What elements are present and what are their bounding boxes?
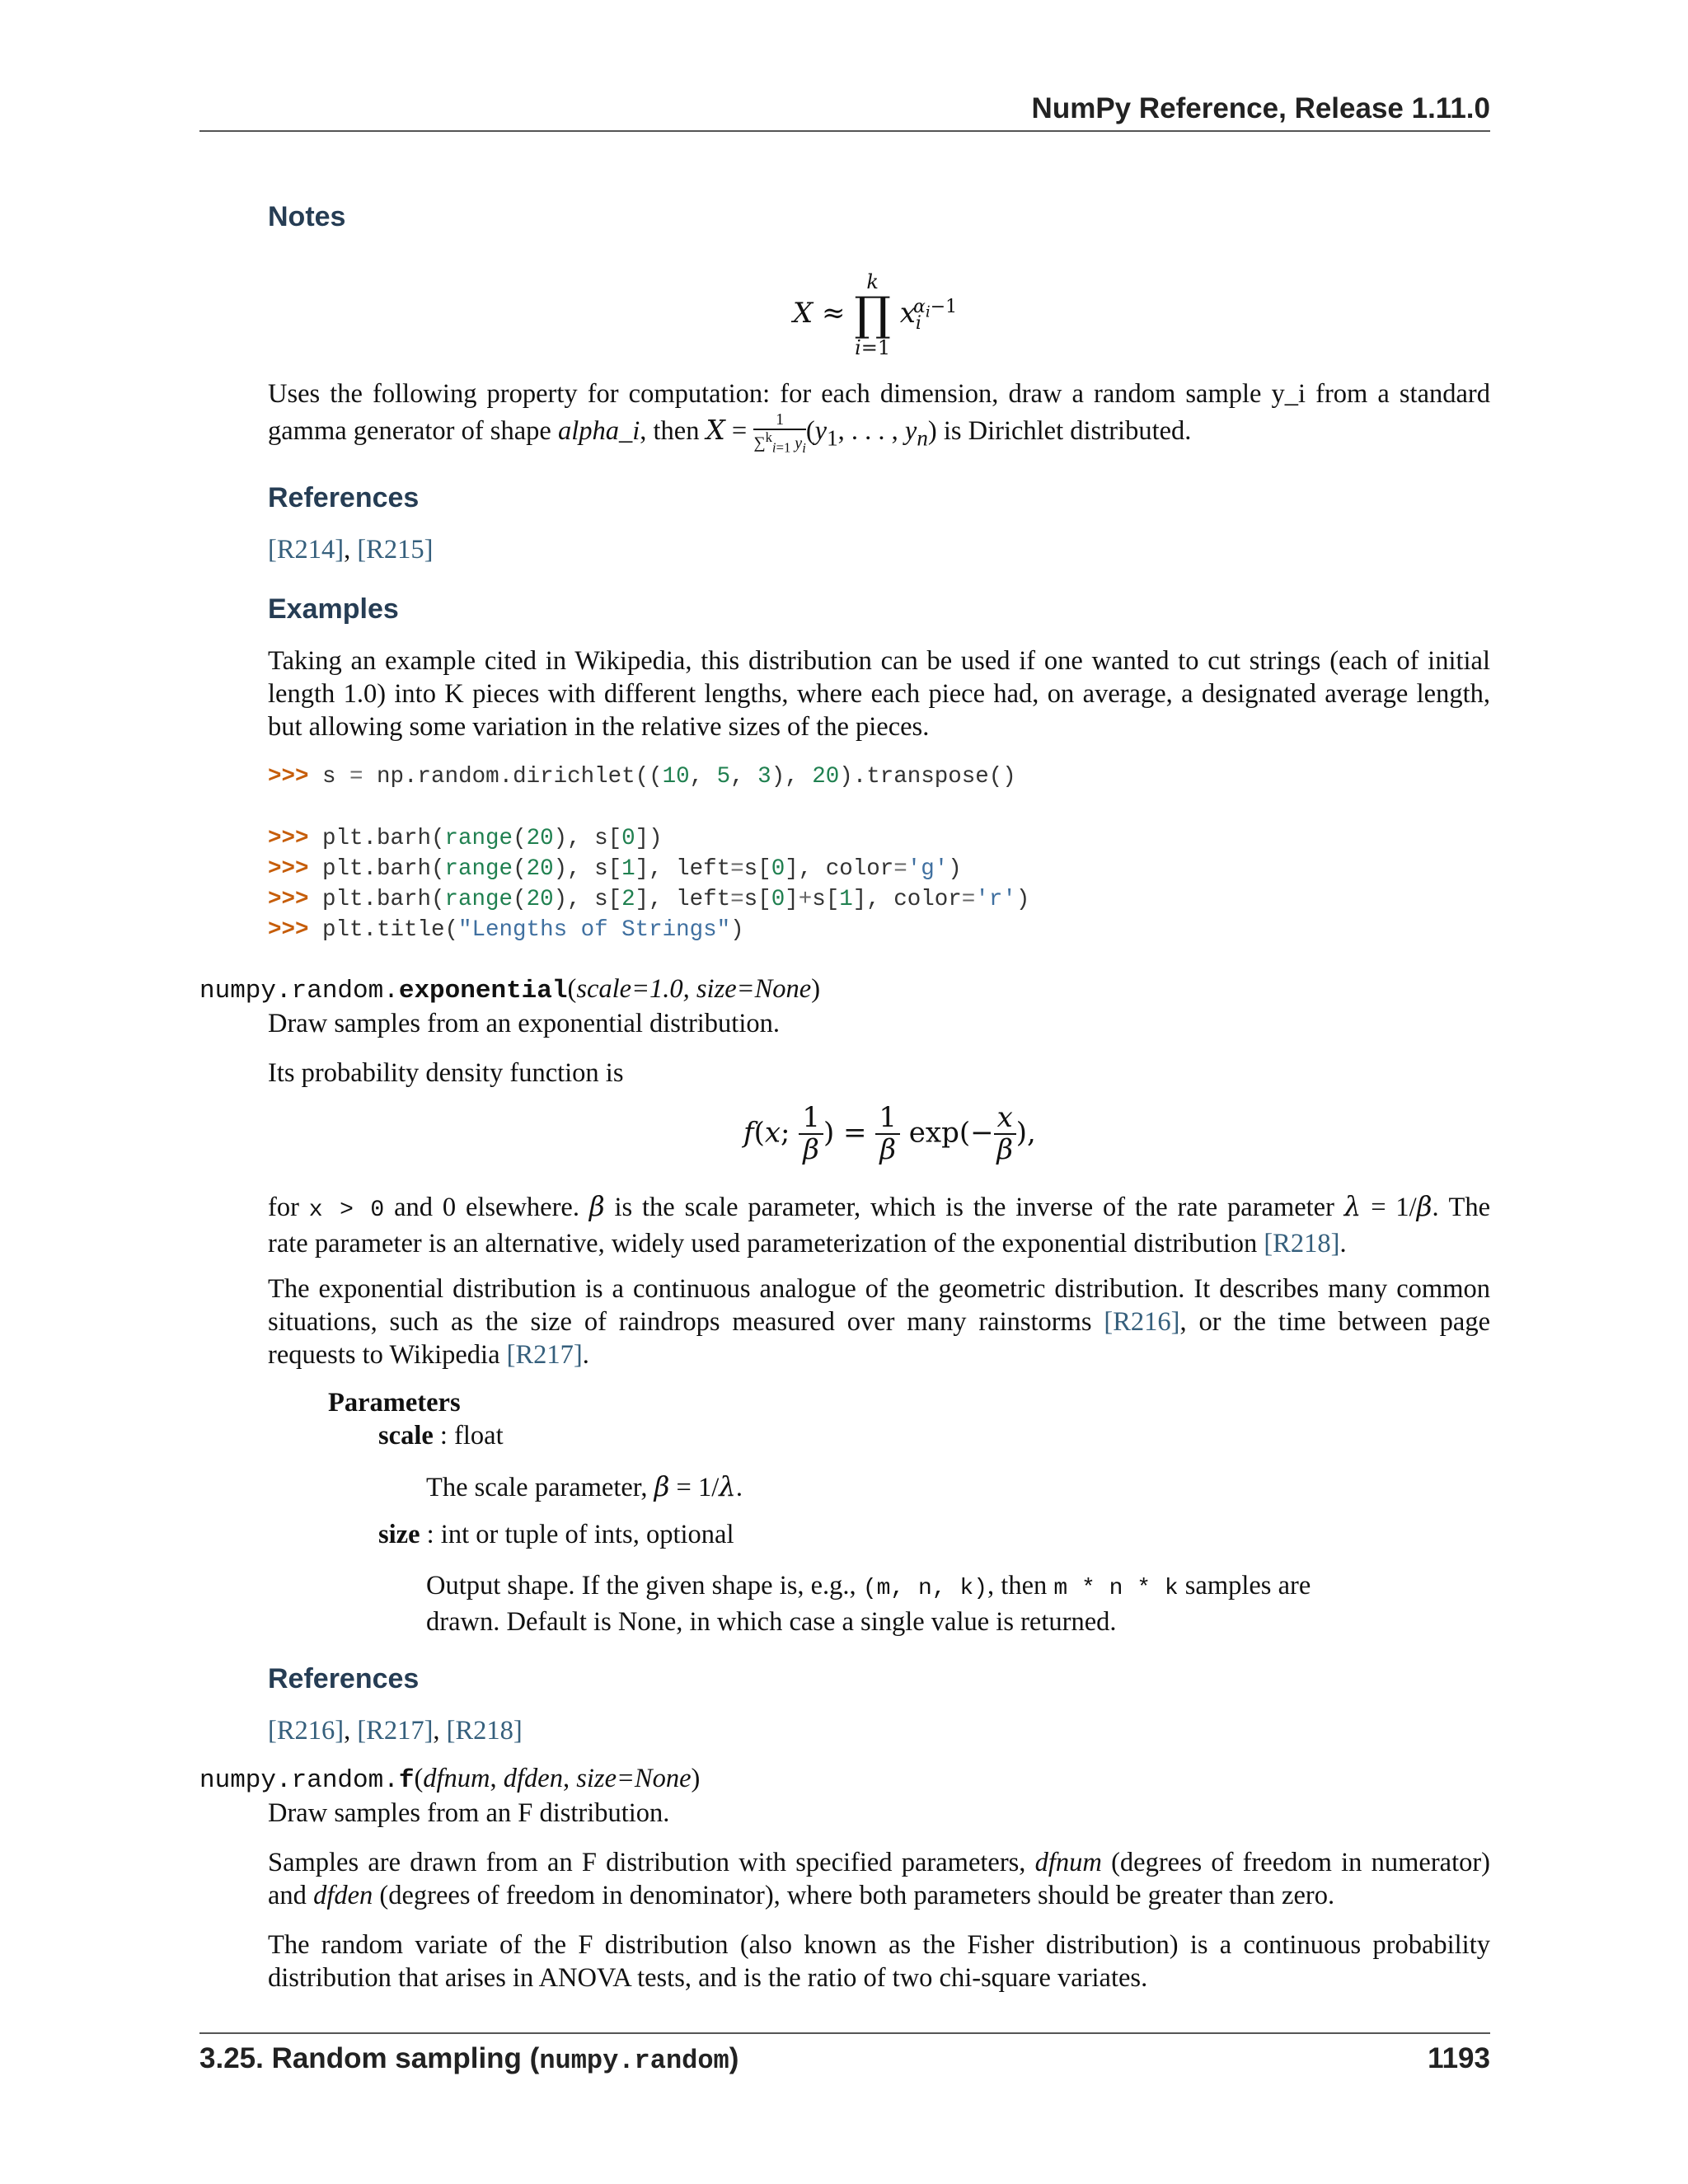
ref-link[interactable]: [R217] xyxy=(357,1716,434,1746)
footer-section: 3.25. Random sampling (numpy.random) xyxy=(199,2042,739,2076)
references-heading: References xyxy=(268,1663,420,1694)
running-header: NumPy Reference, Release 1.11.0 xyxy=(1031,92,1490,124)
exponential-summary: Draw samples from an exponential distribution. xyxy=(268,1009,780,1038)
param-size-desc: Output shape. If the given shape is, e.g., (m, n, k), then m * n * k samples are drawn. Default is None, in which case a single value is returned. xyxy=(426,1571,1311,1637)
ref-link[interactable]: [R218] xyxy=(1264,1229,1340,1258)
notes-paragraph xyxy=(268,377,1490,456)
dirichlet-equation: X ≈ k ∏ i=1 $x_i^{\alpha_i-1}$ xyxy=(793,270,958,359)
pdf-equation: f(x; $\frac{1}{\beta}$ ) = $\frac{1}{\beta}$ exp(− $\frac{x}{\beta}$ ), xyxy=(743,1101,1036,1167)
f-summary: Draw samples from an F distribution. xyxy=(268,1798,670,1828)
param-size: size : int or tuple of ints, optional xyxy=(378,1520,734,1549)
parameters-heading: Parameters xyxy=(328,1388,461,1418)
notes-line-1: Uses the following property for computation: for each dimension, draw a random sample y_i from a standard xyxy=(268,379,1490,409)
ref-link[interactable]: [R215] xyxy=(357,535,434,565)
exponential-refs: [R216], [R217], [R218] xyxy=(268,1716,523,1746)
f-paragraph-1: Samples are drawn from an F distribution with specified parameters, dfnum (degrees of freedom in numerator) and dfden (degrees of freedom in denominator), where both parameters should be greater than zero. xyxy=(268,1848,1490,1910)
ref-link[interactable]: [R216] xyxy=(268,1716,345,1746)
scale-paragraph xyxy=(268,1190,1490,1260)
examples-paragraph: Taking an example cited in Wikipedia, this distribution can be used if one wanted to cut strings (each of initial length 1.0) into K pieces with different lengths, where each piece had, on average, a designated average length, but allowing some variation in the relative sizes of the pieces. xyxy=(268,646,1490,742)
ref-link[interactable]: [R217] xyxy=(506,1340,583,1370)
examples-heading: Examples xyxy=(268,593,399,625)
continuous-line-3: requests to Wikipedia [R217]. xyxy=(268,1340,589,1370)
continuous-line-1: The exponential distribution is a continuous analogue of the geometric distribution. It describes many common xyxy=(268,1274,1490,1304)
exponential-signature: numpy.random.exponential(scale=1.0, size=None) xyxy=(199,974,821,1005)
param-scale: scale : float xyxy=(378,1421,504,1451)
code-block-2: >>> plt.barh(range(20), s[0]) >>> plt.barh(range(20), s[1], left=s[0], color='g') >>> plt.barh(range(20), s[2], left=s[0]+s[1], color='r') >>> plt.title("Lengths of Strings") xyxy=(268,826,1030,943)
param-scale-desc: The scale parameter, β = 1/λ. xyxy=(426,1471,743,1502)
ref-link[interactable]: [R218] xyxy=(446,1716,523,1746)
references-heading: References xyxy=(268,482,420,513)
page-number: 1193 xyxy=(1428,2042,1490,2074)
f-signature: numpy.random.f(dfnum, dfden, size=None) xyxy=(199,1764,701,1795)
ref-link[interactable]: [R214] xyxy=(268,535,345,565)
scale-line-2: rate parameter is an alternative, widely used parameterization of the exponential distribution [R218]. xyxy=(268,1229,1347,1258)
ref-link[interactable]: [R216] xyxy=(1104,1307,1180,1337)
f-paragraph-2: The random variate of the F distribution (also known as the Fisher distribution) is a continuous probability distribution that arises in ANOVA tests, and is the ratio of two chi-square variates. xyxy=(268,1930,1490,1993)
page-footer xyxy=(199,2042,1490,2076)
continuous-line-2: situations, such as the size of raindrops measured over many rainstorms [R216], or the time between page xyxy=(268,1307,1491,1337)
header-rule xyxy=(199,130,1490,132)
notes-line-2: gamma generator of shape alpha_i, then X = $\frac{1}{\sum^k_{i=1} y_i}$ ($y_1$, . . . , $y_n$) is Dirichlet distributed. xyxy=(268,410,1192,456)
scale-line-1: for x > 0 and 0 elsewhere. β is the scale parameter, which is the inverse of the rate parameter λ = 1/β. The xyxy=(268,1191,1491,1223)
notes-heading: Notes xyxy=(268,201,346,232)
dirichlet-refs: [R214], [R215] xyxy=(268,535,434,565)
pdf-intro: Its probability density function is xyxy=(268,1058,624,1088)
continuous-paragraph xyxy=(268,1272,1490,1371)
code-block-1: >>> s = np.random.dirichlet((10, 5, 3), 20).transpose() xyxy=(268,764,1016,790)
footer-rule xyxy=(199,2032,1490,2034)
